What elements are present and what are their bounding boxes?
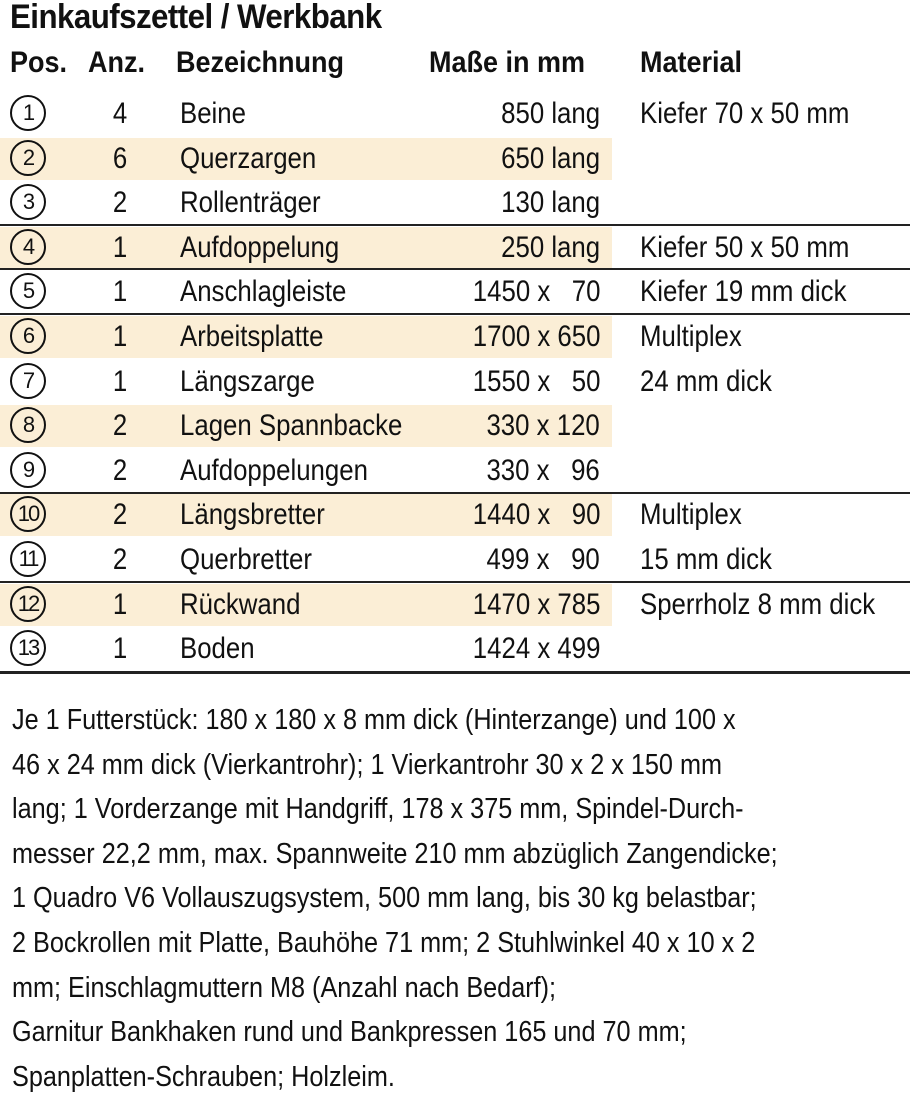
- description-cell: Aufdoppelung: [180, 230, 340, 264]
- description-cell: Lagen Spannbacke: [180, 409, 403, 443]
- dimensions-cell: 330 x 96: [486, 453, 600, 487]
- table-bottom-divider: [0, 671, 910, 674]
- page-title: Einkaufszettel / Werkbank: [10, 0, 382, 36]
- divider: [0, 268, 910, 270]
- description-cell: Rückwand: [180, 587, 301, 621]
- table-row: [0, 92, 910, 137]
- quantity-cell: 1: [112, 275, 128, 309]
- table-row: [0, 583, 910, 628]
- position-badge: [10, 273, 48, 311]
- description-cell: Rollenträger: [180, 186, 321, 220]
- quantity-cell: 2: [112, 498, 128, 532]
- dimensions-cell: 1470 x 785: [472, 587, 600, 621]
- circled-number-icon: 9: [10, 452, 46, 488]
- description-cell: Längszarge: [180, 364, 315, 398]
- position-badge: [10, 541, 48, 579]
- description-cell: Querzargen: [180, 141, 317, 175]
- description-cell: Aufdoppelungen: [180, 453, 368, 487]
- dimensions-cell: 1550 x 50: [472, 364, 600, 398]
- material-cell: Kiefer 50 x 50 mm: [640, 230, 850, 264]
- quantity-cell: 1: [112, 632, 128, 666]
- circled-number-icon: 1: [10, 95, 46, 131]
- notes-line: 1 Quadro V6 Vollauszugsystem, 500 mm lang, bis 30 kg belastbar;: [12, 882, 757, 915]
- dimensions-cell: 1440 x 90: [472, 498, 600, 532]
- position-badge: [10, 496, 48, 534]
- header-material: Material: [640, 46, 743, 79]
- table-row: [0, 137, 910, 182]
- quantity-cell: 1: [112, 320, 128, 353]
- notes-line: 46 x 24 mm dick (Vierkantrohr); 1 Vierkantrohr 30 x 2 x 150 mm: [12, 748, 723, 781]
- dimensions-cell: 1424 x 499: [472, 632, 600, 666]
- position-badge: [10, 184, 48, 222]
- notes-line: messer 22,2 mm, max. Spannweite 210 mm abzüglich Zangendicke;: [12, 837, 778, 870]
- quantity-cell: 2: [112, 453, 128, 487]
- table-row: [0, 404, 910, 449]
- description-cell: Querbretter: [180, 543, 312, 576]
- circled-number-icon: 7: [10, 363, 46, 399]
- circled-number-icon: 4: [10, 229, 46, 265]
- table-row: [0, 270, 910, 315]
- divider: [0, 581, 910, 583]
- table-row: [0, 538, 910, 583]
- description-cell: Anschlagleiste: [180, 275, 347, 309]
- quantity-cell: 2: [112, 186, 128, 220]
- divider: [0, 313, 910, 315]
- quantity-cell: 2: [112, 543, 128, 576]
- dimensions-cell: 499 x 90: [486, 543, 600, 576]
- divider: [0, 224, 910, 226]
- position-badge: [10, 363, 48, 401]
- notes-paragraph: [12, 698, 899, 1099]
- table-row: [0, 360, 910, 405]
- position-badge: [10, 407, 48, 445]
- circled-number-icon: 11: [10, 541, 46, 577]
- dimensions-cell: 650 lang: [501, 141, 600, 175]
- notes-line: Je 1 Futterstück: 180 x 180 x 8 mm dick (Hinterzange) und 100 x: [12, 704, 736, 736]
- table-row: [0, 226, 910, 271]
- position-badge: [10, 586, 48, 624]
- quantity-cell: 1: [112, 364, 128, 398]
- table-row: [0, 181, 910, 226]
- circled-number-icon: 5: [10, 273, 46, 309]
- dimensions-cell: 1700 x 650: [472, 320, 600, 353]
- circled-number-icon: 2: [10, 140, 46, 176]
- header-masse: Maße in mm: [429, 46, 586, 79]
- quantity-cell: 4: [112, 97, 128, 130]
- quantity-cell: 1: [112, 230, 128, 264]
- description-cell: Beine: [180, 97, 246, 130]
- notes-line: 2 Bockrollen mit Platte, Bauhöhe 71 mm; 2 Stuhlwinkel 40 x 10 x 2: [12, 926, 756, 959]
- header-bezeichnung: Bezeichnung: [176, 46, 345, 79]
- header-anz: Anz.: [88, 46, 145, 79]
- circled-number-icon: 10: [10, 496, 46, 532]
- table-row: [0, 315, 910, 360]
- circled-number-icon: 3: [10, 184, 46, 220]
- material-cell: Kiefer 19 mm dick: [640, 275, 847, 309]
- quantity-cell: 6: [112, 141, 128, 175]
- table-row: [0, 627, 910, 672]
- dimensions-cell: 1450 x 70: [472, 275, 600, 309]
- position-badge: [10, 630, 48, 668]
- header-pos: Pos.: [10, 46, 68, 79]
- position-badge: [10, 140, 48, 178]
- notes-line: Garnitur Bankhaken rund und Bankpressen 165 und 70 mm;: [12, 1016, 687, 1049]
- position-badge: [10, 95, 48, 133]
- notes-line: Spanplatten-Schrauben; Holzleim.: [12, 1060, 395, 1093]
- notes-line: mm; Einschlagmuttern M8 (Anzahl nach Bedarf);: [12, 971, 557, 1004]
- circled-number-icon: 12: [10, 586, 46, 622]
- material-cell: Multiplex: [640, 498, 742, 532]
- circled-number-icon: 8: [10, 407, 46, 443]
- material-cell: 24 mm dick: [640, 364, 772, 398]
- position-badge: [10, 318, 48, 356]
- material-cell: Multiplex: [640, 320, 742, 353]
- material-cell: Sperrholz 8 mm dick: [640, 587, 876, 621]
- quantity-cell: 1: [112, 587, 128, 621]
- circled-number-icon: 6: [10, 318, 46, 354]
- dimensions-cell: 850 lang: [501, 97, 600, 130]
- divider: [0, 492, 910, 494]
- description-cell: Längsbretter: [180, 498, 325, 532]
- quantity-cell: 2: [112, 409, 128, 443]
- dimensions-cell: 130 lang: [501, 186, 600, 220]
- circled-number-icon: 13: [10, 630, 46, 666]
- notes-line: lang; 1 Vorderzange mit Handgriff, 178 x 375 mm, Spindel-Durch-: [12, 793, 744, 826]
- dimensions-cell: 250 lang: [501, 230, 600, 264]
- material-cell: 15 mm dick: [640, 543, 772, 576]
- position-badge: [10, 229, 48, 267]
- description-cell: Boden: [180, 632, 255, 666]
- position-badge: [10, 452, 48, 490]
- table-row: [0, 449, 910, 494]
- description-cell: Arbeitsplatte: [180, 320, 324, 353]
- table-row: [0, 493, 910, 538]
- dimensions-cell: 330 x 120: [486, 409, 600, 443]
- material-cell: Kiefer 70 x 50 mm: [640, 97, 850, 130]
